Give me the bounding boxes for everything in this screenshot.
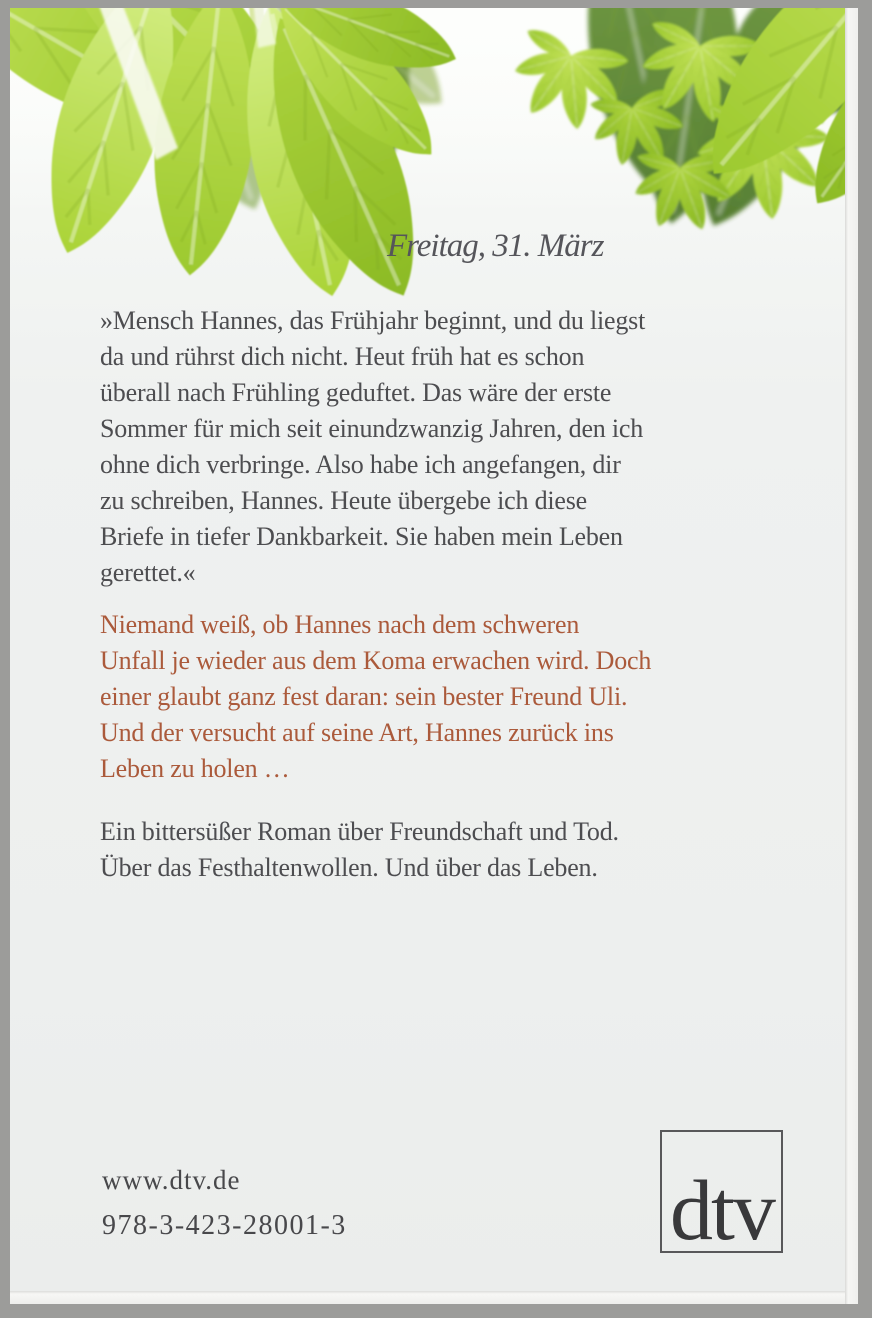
quote-line: da und rührst dich nicht. Heut früh hat es schon [100, 342, 585, 371]
synopsis-line: einer glaubt ganz fest daran: sein bester Freund Uli. [100, 682, 628, 711]
synopsis-line: Niemand weiß, ob Hannes nach dem schweren [100, 610, 580, 639]
quote-line: ohne dich verbringe. Also habe ich angefangen, dir [100, 450, 621, 479]
synopsis-line: Und der versucht auf seine Art, Hannes zurück ins [100, 718, 614, 747]
website-url: www.dtv.de [102, 1165, 241, 1195]
dtv-logo-text: dtv [670, 1162, 774, 1258]
quote-line: Briefe in tiefer Dankbarkeit. Sie haben mein Leben [100, 522, 623, 551]
page-edge-bottom [10, 1291, 845, 1304]
dateline: Freitag, 31. März [387, 228, 604, 264]
quote-line: »Mensch Hannes, das Frühjahr beginnt, und du liegst [100, 306, 646, 335]
synopsis-line: Leben zu holen … [100, 754, 290, 783]
isbn-number: 978-3-423-28001-3 [102, 1210, 347, 1241]
quote-line: überall nach Frühling geduftet. Das wäre der erste [100, 378, 612, 407]
dtv-logo-box [660, 1130, 783, 1258]
quote-line: gerettet.« [100, 558, 196, 587]
quote-paragraph [100, 303, 645, 591]
chestnut-leaves-image [10, 8, 845, 318]
synopsis-line: Unfall je wieder aus dem Koma erwachen wird. Doch [100, 646, 652, 675]
tagline-line: Über das Festhaltenwollen. Und über das Leben. [100, 853, 598, 882]
tagline-line: Ein bittersüßer Roman über Freundschaft und Tod. [100, 817, 619, 846]
page-edge-right [845, 8, 858, 1304]
quote-line: zu schreiben, Hannes. Heute übergebe ich diese [100, 486, 588, 515]
quote-line: Sommer für mich seit einundzwanzig Jahren, den ich [100, 414, 644, 443]
back-cover [10, 8, 845, 1291]
tagline-paragraph [100, 814, 619, 886]
bright-leaf-cluster-left [10, 8, 467, 316]
synopsis-paragraph [100, 607, 651, 787]
